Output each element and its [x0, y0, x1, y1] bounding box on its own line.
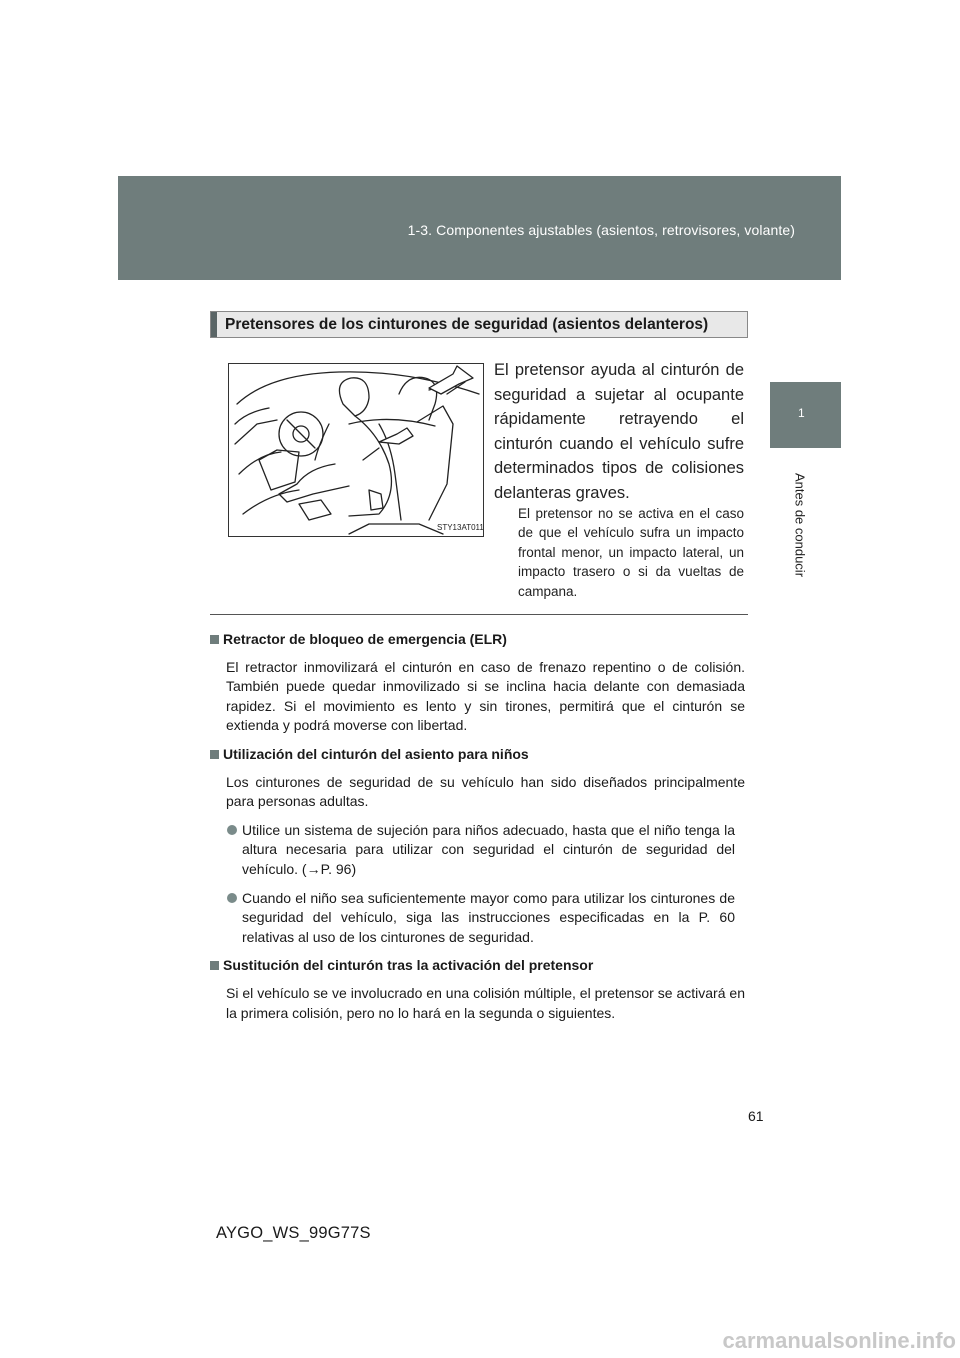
- child-belt-text: Los cinturones de seguridad de su vehículo han sido diseñados principalmente para personas adultas.: [226, 773, 745, 810]
- replacement-text: Si el vehículo se ve involucrado en una colisión múltiple, el pretensor se activará en la primera colisión, pero no lo hará en la segunda o siguientes.: [226, 984, 745, 1021]
- pretensioner-illustration: [228, 363, 484, 537]
- watermark: carmanualsonline.info: [722, 1328, 956, 1353]
- section-title-box: [210, 311, 748, 338]
- chapter-side-label: [785, 465, 815, 585]
- figure-code: STY13AT011: [437, 523, 483, 532]
- notes-content: [210, 630, 745, 1032]
- child-belt-heading: Utilización del cinturón del asiento para niños: [210, 745, 745, 765]
- child-belt-bullet-1: Utilice un sistema de sujeción para niños adecuado, hasta que el niño tenga la altura necesaria para utilizar con seguridad el cinturón de seguridad del vehículo. (→P. 96): [242, 821, 735, 880]
- intro-paragraph: El pretensor ayuda al cinturón de seguridad a sujetar al ocupante rápidamente retrayendo el cinturón cuando el vehículo sufre determinados tipos de colisiones delanteras graves.: [494, 361, 744, 502]
- section-title: Pretensores de los cinturones de seguridad (asientos delanteros): [225, 316, 709, 333]
- child-belt-bullet-2: Cuando el niño sea suficientemente mayor como para utilizar los cinturones de seguridad del vehículo, siga las instrucciones especificadas en la P. 60 relativas al uso de los cinturones de seguridad.: [242, 889, 735, 948]
- section-divider: [210, 614, 748, 615]
- chapter-tab: [770, 382, 841, 448]
- header-band: [118, 176, 841, 280]
- intro-note: El pretensor no se activa en el caso de que el vehículo sufra un impacto frontal menor, un impacto lateral, un impacto trasero o si da vueltas de campana.: [518, 506, 744, 599]
- chapter-label-text: Antes de conducir: [792, 472, 808, 578]
- chapter-number: 1: [798, 406, 805, 420]
- chapter-title: 1-3. Componentes ajustables (asientos, retrovisores, volante): [407, 222, 795, 238]
- elr-heading: Retractor de bloqueo de emergencia (ELR): [210, 630, 745, 650]
- page-number: 61: [748, 1108, 764, 1124]
- elr-text: El retractor inmovilizará el cinturón en caso de frenazo repentino o de colisión. También puede quedar inmovilizado si se inclina hacia delante con demasiada rapidez. Si el movimiento es lento y sin tirones, permitirá que el cinturón se extienda y podrá moverse con libertad.: [226, 658, 745, 734]
- section-title-bar: [211, 312, 217, 337]
- car-interior-drawing: [229, 364, 483, 536]
- document-code: AYGO_WS_99G77S: [216, 1224, 371, 1242]
- replacement-heading: Sustitución del cinturón tras la activación del pretensor: [210, 956, 745, 976]
